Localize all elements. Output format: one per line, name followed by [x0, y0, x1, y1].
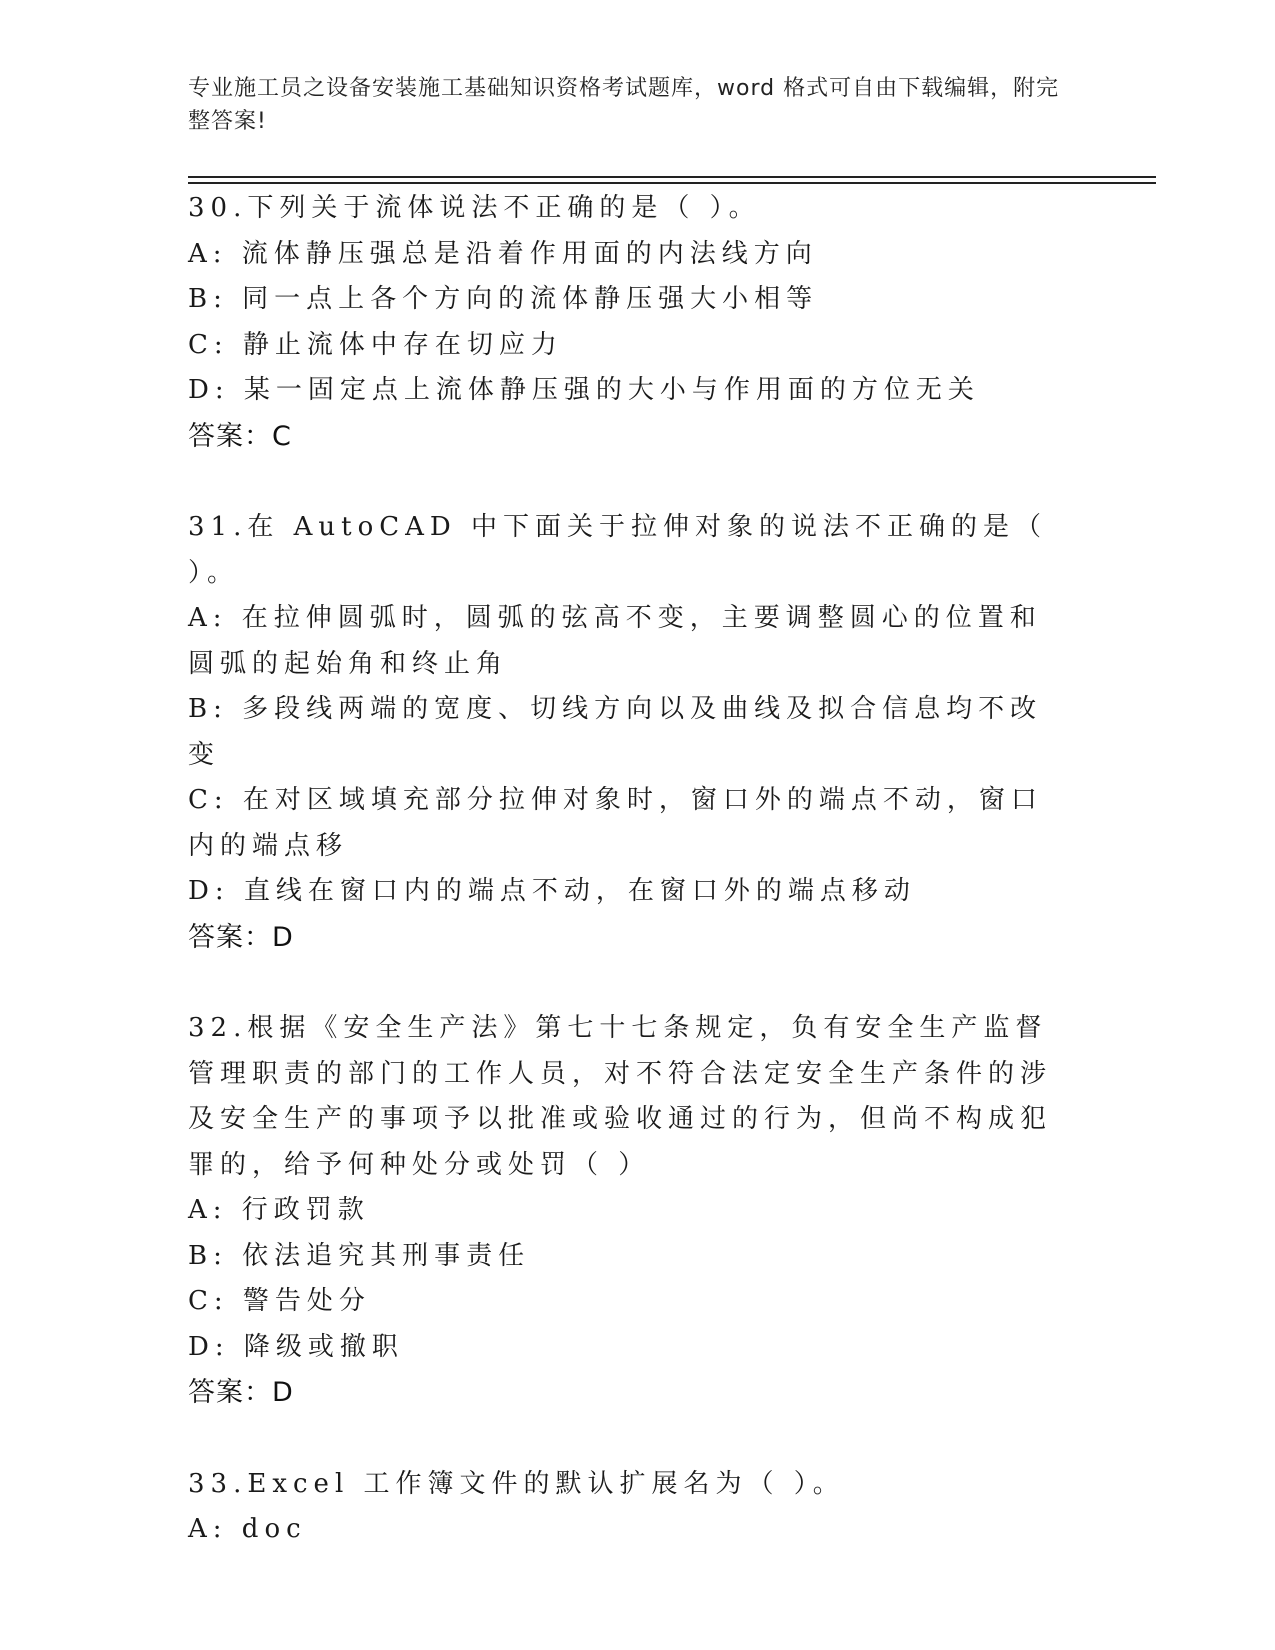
option-c: C: 静止流体中存在切应力	[188, 329, 563, 360]
option-d: D: 某一固定点上流体静压强的大小与作用面的方位无关	[188, 375, 980, 405]
answer-line: 答案：D	[188, 1377, 294, 1408]
option-c: C: 在对区域填充部分拉伸对象时，窗口外的端点不动，窗口内的端点移	[188, 785, 1043, 861]
question-31	[188, 505, 1088, 960]
header-note: 专业施工员之设备安装施工基础知识资格考试题库，word 格式可自由下载编辑，附完整答案!	[188, 76, 1060, 134]
option-b: B: 依法追究其刑事责任	[188, 1240, 531, 1271]
question-stem: 30.下列关于流体说法不正确的是（ ）。	[188, 193, 761, 223]
option-a: A: 在拉伸圆弧时，圆弧的弦高不变，主要调整圆心的位置和圆弧的起始角和终止角	[188, 603, 1042, 679]
option-a: A: 行政罚款	[188, 1195, 370, 1225]
answer-line: 答案：D	[188, 921, 294, 953]
question-stem: 31.在 AutoCAD 中下面关于拉伸对象的说法不正确的是（ ）。	[188, 512, 1048, 588]
option-d: D: 直线在窗口内的端点不动，在窗口外的端点移动	[188, 876, 916, 906]
question-33	[188, 1462, 1088, 1553]
question-stem: 33.Excel 工作簿文件的默认扩展名为（ ）。	[188, 1468, 845, 1499]
question-32	[188, 1006, 1088, 1416]
header-rule-top	[188, 176, 1156, 178]
option-a: A: doc	[188, 1514, 307, 1544]
question-stem: 32.根据《安全生产法》第七十七条规定，负有安全生产监督管理职责的部门的工作人员，对不符合法定安全生产条件的涉及安全生产的事项予以批准或验收通过的行为，但尚不构成犯罪的，给予何种处分或处罚（ ）	[188, 1013, 1053, 1180]
option-b: B: 同一点上各个方向的流体静压强大小相等	[188, 284, 819, 314]
answer-line: 答案：C	[188, 420, 292, 452]
question-list	[188, 186, 1088, 1599]
option-b: B: 多段线两端的宽度、切线方向以及曲线及拟合信息均不改变	[188, 694, 1043, 770]
option-d: D: 降级或撤职	[188, 1331, 404, 1362]
question-30	[188, 186, 1088, 459]
header-rule-bottom	[188, 182, 1156, 184]
option-c: C: 警告处分	[188, 1286, 371, 1316]
option-a: A: 流体静压强总是沿着作用面的内法线方向	[188, 238, 818, 269]
